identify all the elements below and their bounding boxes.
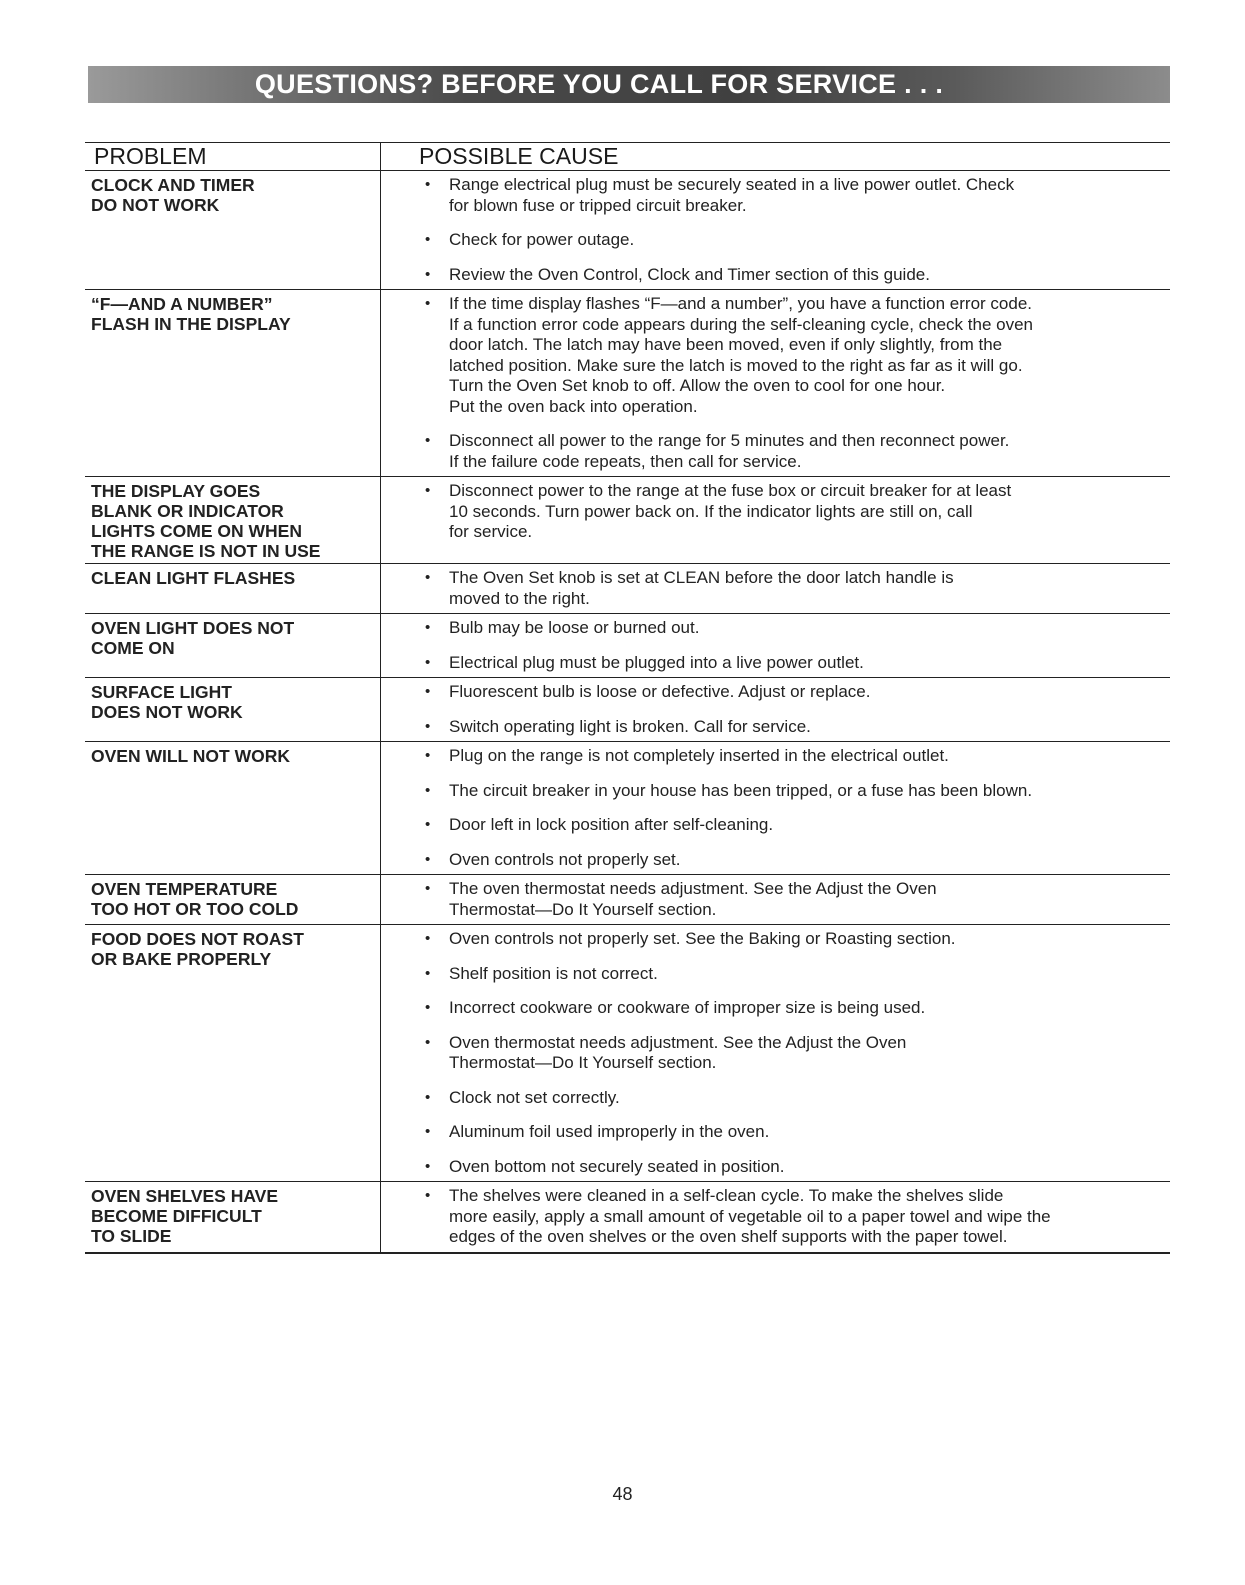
bullet-icon: • — [425, 781, 431, 799]
bullet-icon: • — [425, 619, 431, 636]
troubleshooting-table — [85, 142, 1170, 1254]
cause-item — [381, 717, 1160, 738]
cause-text: The Oven Set knob is set at CLEAN before the door latch handle is — [449, 568, 954, 587]
problem-cell — [85, 875, 381, 924]
cause-item — [381, 1186, 1160, 1248]
cause-item — [381, 746, 1160, 767]
table-row — [85, 171, 1170, 290]
table-header-row — [85, 143, 1170, 171]
cause-text: Thermostat—Do It Yourself section. — [449, 1053, 717, 1072]
possible-cause-cell — [381, 678, 1170, 741]
problem-text: DOES NOT WORK — [91, 702, 243, 722]
cause-text: more easily, apply a small amount of vegetable oil to a paper towel and wipe the — [449, 1206, 1051, 1226]
banner-title: QUESTIONS? BEFORE YOU CALL FOR SERVICE . . . — [254, 69, 944, 99]
cause-item — [381, 850, 1160, 871]
cause-item — [381, 481, 1160, 543]
page-number: 48 — [612, 1484, 633, 1504]
cause-item — [381, 1122, 1160, 1143]
cause-text: Electrical plug must be plugged into a live power outlet. — [449, 652, 864, 672]
problem-text: OR BAKE PROPERLY — [91, 949, 272, 969]
cause-text: Fluorescent bulb is loose or defective. Adjust or replace. — [449, 682, 871, 701]
bullet-icon: • — [425, 176, 431, 193]
problem-cell — [85, 171, 381, 289]
cause-text: Check for power outage. — [449, 230, 635, 249]
table-row — [85, 614, 1170, 678]
cause-text: for service. — [449, 522, 533, 541]
possible-cause-cell — [381, 614, 1170, 677]
cause-text: Disconnect power to the range at the fuse box or circuit breaker for at least — [449, 481, 1012, 500]
problem-text: LIGHTS COME ON WHEN — [91, 521, 302, 541]
cause-item — [381, 879, 1160, 920]
problem-cell — [85, 614, 381, 677]
problem-text: THE DISPLAY GOES — [91, 481, 261, 501]
bullet-icon: • — [425, 653, 431, 671]
cause-text: edges of the oven shelves or the oven shelf supports with the paper towel. — [449, 1227, 1008, 1246]
table-row — [85, 925, 1170, 1182]
bullet-icon: • — [425, 295, 431, 312]
cause-item — [381, 653, 1160, 674]
problem-text: BLANK OR INDICATOR — [91, 501, 284, 521]
possible-cause-cell — [381, 477, 1170, 563]
cause-text: Disconnect all power to the range for 5 minutes and then reconnect power. — [449, 431, 1010, 450]
cause-item — [381, 568, 1160, 609]
problem-cell — [85, 742, 381, 874]
cause-text: The shelves were cleaned in a self-clean cycle. To make the shelves slide — [449, 1186, 1004, 1205]
problem-text: BECOME DIFFICULT — [91, 1206, 262, 1226]
cause-item — [381, 964, 1160, 985]
bullet-icon: • — [425, 850, 431, 868]
cause-item — [381, 781, 1160, 802]
table-row — [85, 678, 1170, 742]
bullet-icon: • — [425, 999, 431, 1016]
bullet-icon: • — [425, 1187, 431, 1204]
bullet-icon: • — [425, 1123, 431, 1140]
cause-text: Oven bottom not securely seated in position. — [449, 1156, 785, 1176]
problem-text: OVEN LIGHT DOES NOT — [91, 618, 295, 638]
cause-text: If a function error code appears during the self-cleaning cycle, check the oven — [449, 314, 1034, 334]
bullet-icon: • — [425, 265, 431, 283]
cause-item — [381, 682, 1160, 703]
section-banner — [88, 66, 1170, 103]
column-header-possible-cause: POSSIBLE CAUSE — [419, 143, 619, 169]
bullet-icon: • — [425, 880, 431, 897]
problem-text: CLOCK AND TIMER — [91, 175, 255, 195]
cause-text: Oven controls not properly set. See the Baking or Roasting section. — [449, 929, 956, 948]
cause-item — [381, 998, 1160, 1019]
possible-cause-cell — [381, 564, 1170, 613]
bullet-icon: • — [425, 1033, 431, 1051]
table-row — [85, 875, 1170, 925]
table-row — [85, 1182, 1170, 1254]
cause-text: door latch. The latch may have been moved, even if only slightly, from the — [449, 335, 1003, 354]
cause-text: for blown fuse or tripped circuit breaker. — [449, 195, 747, 215]
problem-text: OVEN SHELVES HAVE — [91, 1186, 279, 1206]
cause-text: moved to the right. — [449, 588, 590, 608]
cause-item — [381, 815, 1160, 836]
possible-cause-cell — [381, 1182, 1170, 1252]
cause-text: Clock not set correctly. — [449, 1087, 620, 1107]
problem-text: COME ON — [91, 638, 175, 658]
cause-text: latched position. Make sure the latch is moved to the right as far as it will go. — [449, 355, 1023, 375]
problem-text: TOO HOT OR TOO COLD — [91, 899, 299, 919]
table-body — [85, 171, 1170, 1254]
cause-text: The circuit breaker in your house has been tripped, or a fuse has been blown. — [449, 780, 1033, 800]
bullet-icon: • — [425, 816, 431, 833]
problem-text: “F—AND A NUMBER” — [91, 294, 273, 314]
bullet-icon: • — [425, 482, 431, 499]
cause-text: Incorrect cookware or cookware of improper size is being used. — [449, 998, 926, 1017]
problem-text: OVEN WILL NOT WORK — [91, 746, 290, 766]
cause-text: Oven thermostat needs adjustment. See the Adjust the Oven — [449, 1032, 907, 1052]
problem-cell — [85, 1182, 381, 1252]
cause-text: Oven controls not properly set. — [449, 849, 681, 869]
table-row — [85, 290, 1170, 477]
possible-cause-cell — [381, 171, 1170, 289]
bullet-icon: • — [425, 1157, 431, 1175]
cause-text: Thermostat—Do It Yourself section. — [449, 899, 717, 919]
table-row — [85, 742, 1170, 875]
cause-text: If the failure code repeats, then call for service. — [449, 451, 802, 471]
bullet-icon: • — [425, 569, 431, 586]
cause-text: Shelf position is not correct. — [449, 963, 658, 983]
bullet-icon: • — [425, 964, 431, 982]
bullet-icon: • — [425, 930, 431, 947]
cause-text: 10 seconds. Turn power back on. If the indicator lights are still on, call — [449, 501, 973, 521]
cause-item — [381, 265, 1160, 286]
cause-text: Switch operating light is broken. Call for service. — [449, 716, 811, 736]
table-row — [85, 477, 1170, 564]
bullet-icon: • — [425, 432, 431, 449]
possible-cause-cell — [381, 742, 1170, 874]
possible-cause-cell — [381, 925, 1170, 1181]
cause-item — [381, 618, 1160, 639]
cause-item — [381, 175, 1160, 216]
problem-cell — [85, 564, 381, 613]
cause-text: The oven thermostat needs adjustment. See the Adjust the Oven — [449, 879, 937, 898]
cause-text: Plug on the range is not completely inserted in the electrical outlet. — [449, 746, 949, 765]
table-row — [85, 564, 1170, 614]
problem-text: FOOD DOES NOT ROAST — [91, 929, 304, 949]
problem-cell — [85, 290, 381, 476]
problem-cell — [85, 477, 381, 563]
cause-text: Turn the Oven Set knob to off. Allow the oven to cool for one hour. — [449, 376, 946, 395]
cause-text: Put the oven back into operation. — [449, 396, 698, 416]
bullet-icon: • — [425, 231, 431, 248]
cause-item — [381, 1157, 1160, 1178]
problem-text: TO SLIDE — [91, 1226, 172, 1246]
possible-cause-cell — [381, 290, 1170, 476]
bullet-icon: • — [425, 747, 431, 764]
cause-text: Range electrical plug must be securely seated in a live power outlet. Check — [449, 175, 1015, 194]
cause-item — [381, 294, 1160, 417]
possible-cause-cell — [381, 875, 1170, 924]
bullet-icon: • — [425, 717, 431, 735]
problem-text: FLASH IN THE DISPLAY — [91, 314, 291, 334]
problem-text: THE RANGE IS NOT IN USE — [91, 541, 321, 561]
bullet-icon: • — [425, 1088, 431, 1106]
cause-item — [381, 1033, 1160, 1074]
cause-item — [381, 929, 1160, 950]
bullet-icon: • — [425, 683, 431, 700]
cause-text: Door left in lock position after self-cleaning. — [449, 815, 774, 834]
problem-text: DO NOT WORK — [91, 195, 220, 215]
cause-text: Bulb may be loose or burned out. — [449, 618, 700, 637]
problem-cell — [85, 678, 381, 741]
problem-text: SURFACE LIGHT — [91, 682, 232, 702]
column-header-problem: PROBLEM — [85, 143, 381, 170]
cause-item — [381, 431, 1160, 472]
cause-item — [381, 1088, 1160, 1109]
problem-text: CLEAN LIGHT FLASHES — [91, 568, 296, 588]
problem-cell — [85, 925, 381, 1181]
cause-text: Review the Oven Control, Clock and Timer section of this guide. — [449, 264, 930, 284]
cause-text: Aluminum foil used improperly in the oven. — [449, 1122, 770, 1141]
cause-text: If the time display flashes “F—and a number”, you have a function error code. — [449, 294, 1033, 313]
cause-item — [381, 230, 1160, 251]
problem-text: OVEN TEMPERATURE — [91, 879, 278, 899]
